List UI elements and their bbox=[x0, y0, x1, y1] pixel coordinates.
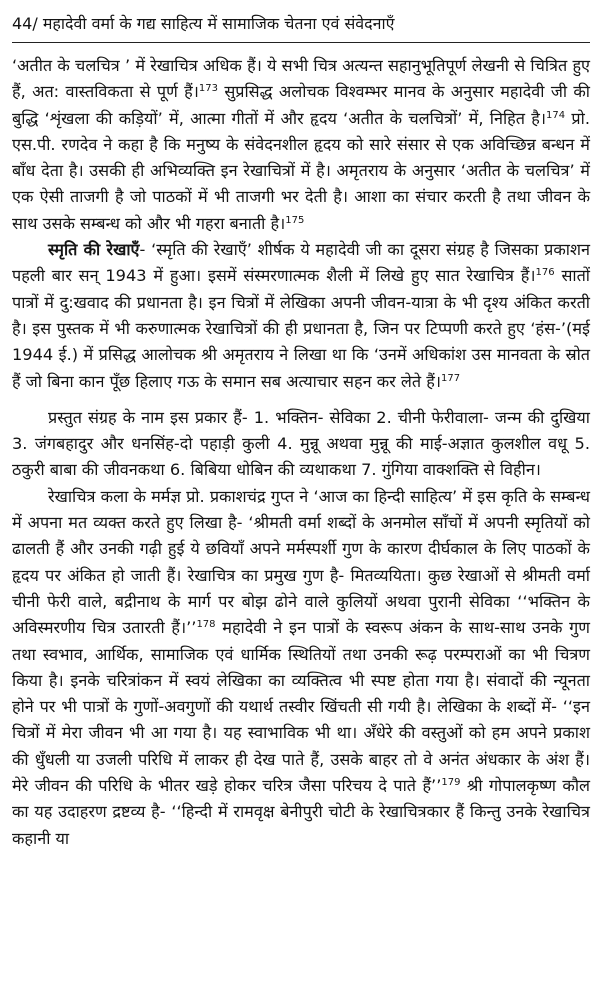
paragraph-atit-ke-chalchitra: ‘अतीत के चलचित्र ’ में रेखाचित्र अधिक हैं। ये सभी चित्र अत्यन्त सहानुभूतिपूर्ण लेखनी से चित्रित हुए हैं, अत: वास्तविकता से पूर्ण हैं।$^{173}$ सुप्रसिद्ध अलोचक विश्वम्भर मानव के अनुसार महादेवी जी की बुद्धि ‘शृंखला की कड़ियों’ में, आत्मा गीतों में और हृदय ‘अतीत के चलचित्रों’ में, निहित है।$^{174}$ प्रो. एस.पी. रणदेव ने कहा है कि मनुष्य के संवेदनशील हृदय को सारे संसार से एक अविच्छिन्न बन्धन में बाँध देता है। उसकी ही अभिव्यक्ति इन रेखाचित्रों में है। अमृतराय के अनुसार ‘अतीत के चलचित्र’ में एक ऐसी ताजगी है जो पाठकों में भी ताजगी भर देती है। आशा का संचार करती है तथा जीवन के साथ उसके सम्बन्ध को और भी गहरा बनाती है।$^{175}$ bbox=[12, 56, 590, 233]
footnote-ref: 173 bbox=[198, 83, 218, 95]
running-header: 44/ महादेवी वर्मा के गद्य साहित्य में सामाजिक चेतना एवं संवेदनाएँ bbox=[12, 14, 590, 43]
section-heading: स्मृति की रेखाएँ bbox=[48, 240, 140, 260]
paragraph-sangrah-list: प्रस्तुत संग्रह के नाम इस प्रकार हैं- 1. भक्तिन- सेविका 2. चीनी फेरीवाला- जन्म की दुखिया 3. जंगबहादुर और धनसिंह-दो पहाड़ी कुली 4. मुन्नू अथवा मुन्नू की माई-अज्ञात कुलशील वधू 5. ठकुरी बाबा की जीवनकथा 6. बिबिया धोबिन की व्यथाकथा 7. गुंगिया वाक्शक्ति से विहीन। bbox=[12, 407, 590, 480]
footnote-ref: 178 bbox=[196, 619, 216, 631]
footnote-ref: 176 bbox=[535, 267, 555, 279]
footnote-ref: 174 bbox=[546, 109, 566, 121]
paragraph-rekhachitra-kala: रेखाचित्र कला के मर्मज्ञ प्रो. प्रकाशचंद्र गुप्त ने ‘आज का हिन्दी साहित्य’ में इस कृति के सम्बन्ध में अपना मत व्यक्त करते हुए लिखा है- ‘श्रीमती वर्मा शब्दों के अनमोल साँचों में अपनी स्मृतियों को ढालती हैं और उनकी गढ़ी हुई ये छवियाँ अपने मर्मस्पर्शी गुण के कारण दीर्घकाल के लिए पाठकों के हृदय पर अंकित हो जाती हैं। रेखाचित्र का प्रमुख गुण है- मितव्ययिता। कुछ रेखाओं से श्रीमती वर्मा चीनी फेरी वाले, बद्रीनाथ के मार्ग पर बोझ ढोने वाले कुलियों अथवा पुरानी सेविका ‘‘भक्तिन के अविस्मरणीय चित्र उतारती हैं।’’$^{178}$ महादेवी ने इन पात्रों के स्वरूप अंकन के साथ-साथ उनके गुण तथा स्वभाव, आर्थिक, सामाजिक एवं धार्मिक स्थितियों तथा उनकी रूढ़ परम्पराओं का भी चित्रण किया है। इनके चरित्रांकन में स्वयं लेखिका का व्यक्तित्व भी स्पष्ट होता गया है। संवादों की न्यूनता होने पर भी पात्रों के गुणों-अवगुणों की यथार्थ तस्वीर खिंचती सी गयी है। लेखिका के शब्दों में- ‘‘इन चित्रों में मेरा जीवन भी आ गया है। यह स्वाभाविक भी था। अँधेरे की वस्तुओं को हम अपने प्रकाश की धुँधली या उजली परिधि में लाकर ही देख पाते हैं, उसके बाहर तो वे अनंत अंधकार के अंश हैं। मेरे जीवन की परिधि के भीतर खड़े होकर चरित्र जैसा परिचय दे पाते हैं’’$^{179}$ श्री गोपालकृष्ण कौल का यह उदाहरण द्रष्टव्य है- ‘‘हिन्दी में रामवृक्ष बेनीपुरी चोटी के रेखाचित्रकार हैं किन्तु उनके रेखाचित्र कहानी या bbox=[12, 486, 590, 848]
paragraph-smriti-ki-rekhayen: स्मृति की रेखाएँ- ‘स्मृति की रेखाएँ’ शीर्षक ये महादेवी जी का दूसरा संग्रह है जिसका प्रकाशन पहली बार सन् 1943 में हुआ। इसमें संस्मरणात्मक शैली में लिखे हुए सात रेखाचित्र हैं।$^{176}$ सातों पात्रों में दु:खवाद की प्रधानता है। इन चित्रों में लेखिका अपनी जीवन-यात्रा के भी दृश्य अंकित करती है। इस पुस्तक में भी करुणात्मक रेखाचित्रों की ही प्रधानता है, जिन पर टिप्पणी करते हुए ‘हंस-’(मई 1944 ई.) में प्रसिद्ध आलोचक श्री अमृतराय ने लिखा था कि ‘उनमें अधिकांश उस मानवता के स्रोत हैं जो बिना कान पूँछ हिलाए गऊ के समान सब अत्याचार सहन कर लेते हैं।$^{177}$ bbox=[12, 240, 590, 391]
footnote-ref: 175 bbox=[285, 214, 305, 226]
footnote-ref: 177 bbox=[441, 372, 461, 384]
footnote-ref: 179 bbox=[441, 777, 461, 789]
body-text bbox=[12, 53, 590, 852]
